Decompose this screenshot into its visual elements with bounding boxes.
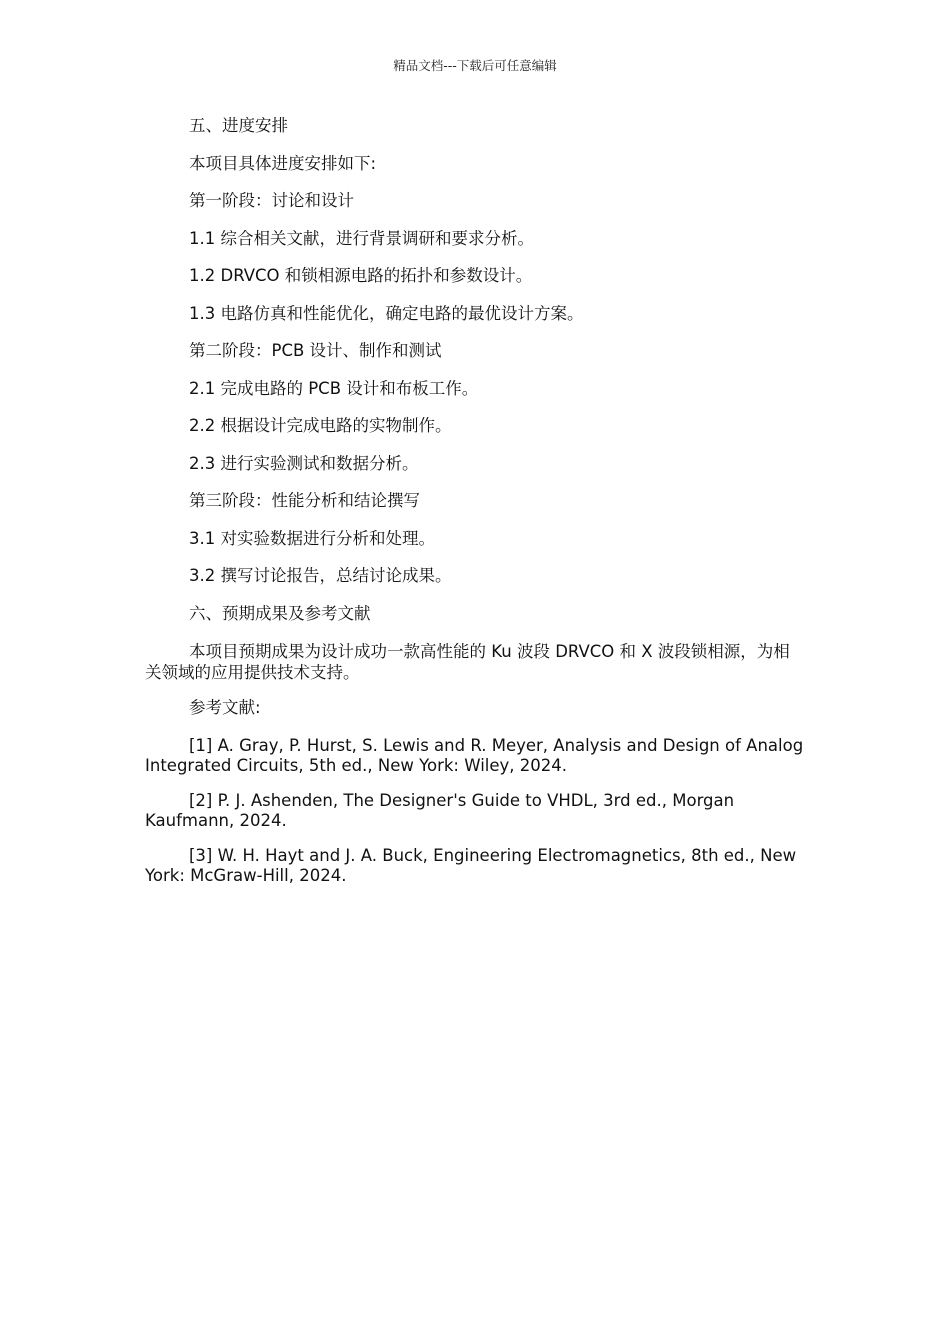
stage-item: 3.2 撰写讨论报告，总结讨论成果。 [189,566,452,585]
stage-item: 1.1 综合相关文献，进行背景调研和要求分析。 [189,228,534,248]
stage-item: 2.2 根据设计完成电路的实物制作。 [189,416,452,435]
reference-entry: [1] A. Gray, P. Hurst, S. Lewis and R. Meyer, Analysis and Design of Analog Integrated Circuits, 5th ed., New York: Wiley, 2024. [145,735,804,775]
document-body [145,116,805,901]
stage-item: 3.1 对实验数据进行分析和处理。 [189,528,435,548]
stage-title: 第一阶段：讨论和设计 [189,191,354,210]
stage-item: 2.1 完成电路的 PCB 设计和布板工作。 [189,378,479,398]
section-heading: 五、进度安排 [189,116,288,135]
stage-item: 1.2 DRVCO 和锁相源电路的拓扑和参数设计。 [189,266,533,285]
reference-entry: [2] P. J. Ashenden, The Designer's Guide to VHDL, 3rd ed., Morgan Kaufmann, 2024. [145,790,735,830]
schedule-intro: 本项目具体进度安排如下: [189,153,377,173]
section-heading: 六、预期成果及参考文献 [189,603,371,623]
expected-outcome-paragraph: 本项目预期成果为设计成功一款高性能的 Ku 波段 DRVCO 和 X 波段锁相源，为相关领域的应用提供技术支持。 [145,642,790,682]
stage-title: 第二阶段：PCB 设计、制作和测试 [189,341,442,360]
stage-title: 第三阶段：性能分析和结论撰写 [189,491,420,510]
page-header: 精品文档---下载后可任意编辑 [393,58,557,73]
stage-item: 1.3 电路仿真和性能优化，确定电路的最优设计方案。 [189,303,584,323]
stage-item: 2.3 进行实验测试和数据分析。 [189,453,419,473]
references-label: 参考文献: [189,698,261,717]
reference-entry: [3] W. H. Hayt and J. A. Buck, Engineering Electromagnetics, 8th ed., New York: McGraw-Hill, 2024. [145,845,797,885]
